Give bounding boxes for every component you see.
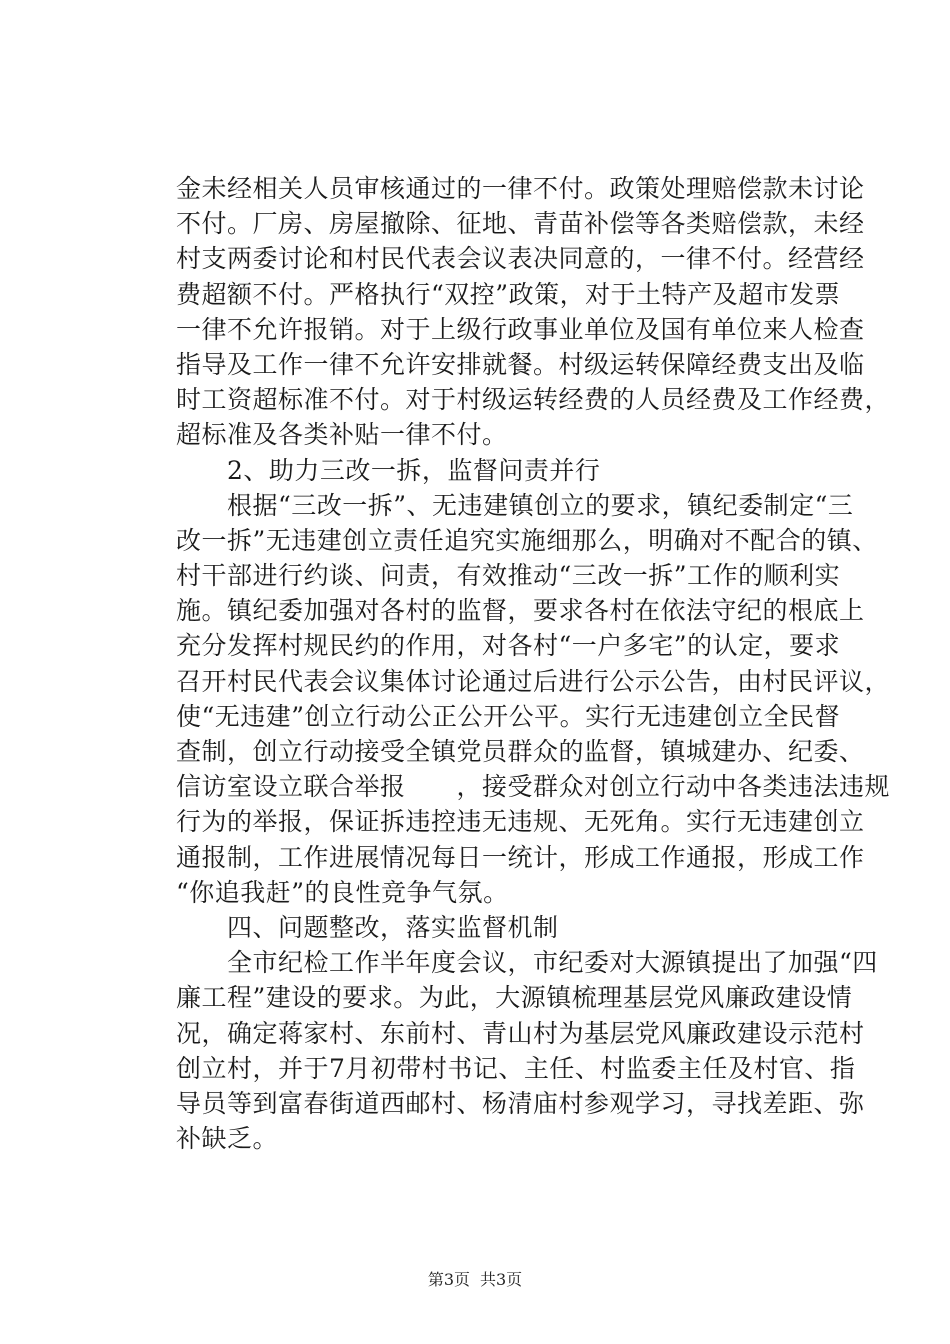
text-line: 超标准及各类补贴一律不付。: [176, 420, 508, 450]
text-line: 村支两委讨论和村民代表会议表决同意的，一律不付。经营经: [176, 244, 865, 274]
text-line: 充分发挥村规民约的作用，对各村“一户多宅”的认定，要求: [176, 631, 841, 661]
text-line: “你追我赶”的良性竞争气氛。: [176, 877, 509, 907]
document-body: [176, 171, 891, 1156]
section-heading: 2、助力三改一拆，监督问责并行: [176, 455, 601, 485]
text-line: 信访室设立联合举报 ，接受群众对创立行动中各类违法违规: [176, 772, 891, 802]
text-line: 施。镇纪委加强对各村的监督，要求各村在依法守纪的根底上: [176, 596, 865, 626]
text-line: 改一拆”无违建创立责任追究实施细那么，明确对不配合的镇、: [176, 525, 878, 555]
text-line: 导员等到富春街道西邮村、杨清庙村参观学习，寻找差距、弥: [176, 1088, 865, 1118]
page-number-total: 共3页: [480, 1270, 523, 1289]
text-line: 况，确定蒋家村、东前村、青山村为基层党风廉政建设示范村: [176, 1018, 865, 1048]
section-heading: 四、问题整改，落实监督机制: [176, 912, 559, 942]
text-line: 全市纪检工作半年度会议，市纪委对大源镇提出了加强“四: [176, 948, 878, 978]
text-line: 不付。厂房、房屋撤除、征地、青苗补偿等各类赔偿款，未经: [176, 209, 865, 239]
text-line: 指导及工作一律不允许安排就餐。村级运转保障经费支出及临: [176, 349, 865, 379]
text-line: 根据“三改一拆”、无违建镇创立的要求，镇纪委制定“三: [176, 490, 854, 520]
text-line: 通报制，工作进展情况每日一统计，形成工作通报，形成工作: [176, 842, 865, 872]
text-line: 创立村，并于7月初带村书记、主任、村监委主任及村官、指: [176, 1053, 856, 1083]
text-line: 补缺乏。: [176, 1124, 279, 1154]
page-footer: [0, 1269, 950, 1291]
text-line: 一律不允许报销。对于上级行政事业单位及国有单位来人检查: [176, 314, 865, 344]
text-line: 使“无违建”创立行动公正公开公平。实行无违建创立全民督: [176, 701, 841, 731]
text-line: 时工资超标准不付。对于村级运转经费的人员经费及工作经费，: [176, 385, 891, 415]
text-line: 费超额不付。严格执行“双控”政策，对于土特产及超市发票: [176, 279, 841, 309]
text-line: 村干部进行约谈、问责，有效推动“三改一拆”工作的顺利实: [176, 561, 841, 591]
text-line: 查制，创立行动接受全镇党员群众的监督，镇城建办、纪委、: [176, 737, 865, 766]
text-line: 金未经相关人员审核通过的一律不付。政策处理赔偿款未讨论: [176, 174, 865, 203]
text-line: 召开村民代表会议集体讨论通过后进行公示公告，由村民评议，: [176, 666, 891, 696]
text-line: 廉工程”建设的要求。为此，大源镇梳理基层党风廉政建设情: [176, 983, 853, 1013]
page-number-current: 第3页: [427, 1270, 470, 1289]
text-line: 行为的举报，保证拆违控违无违规、无死角。实行无违建创立: [176, 807, 865, 837]
